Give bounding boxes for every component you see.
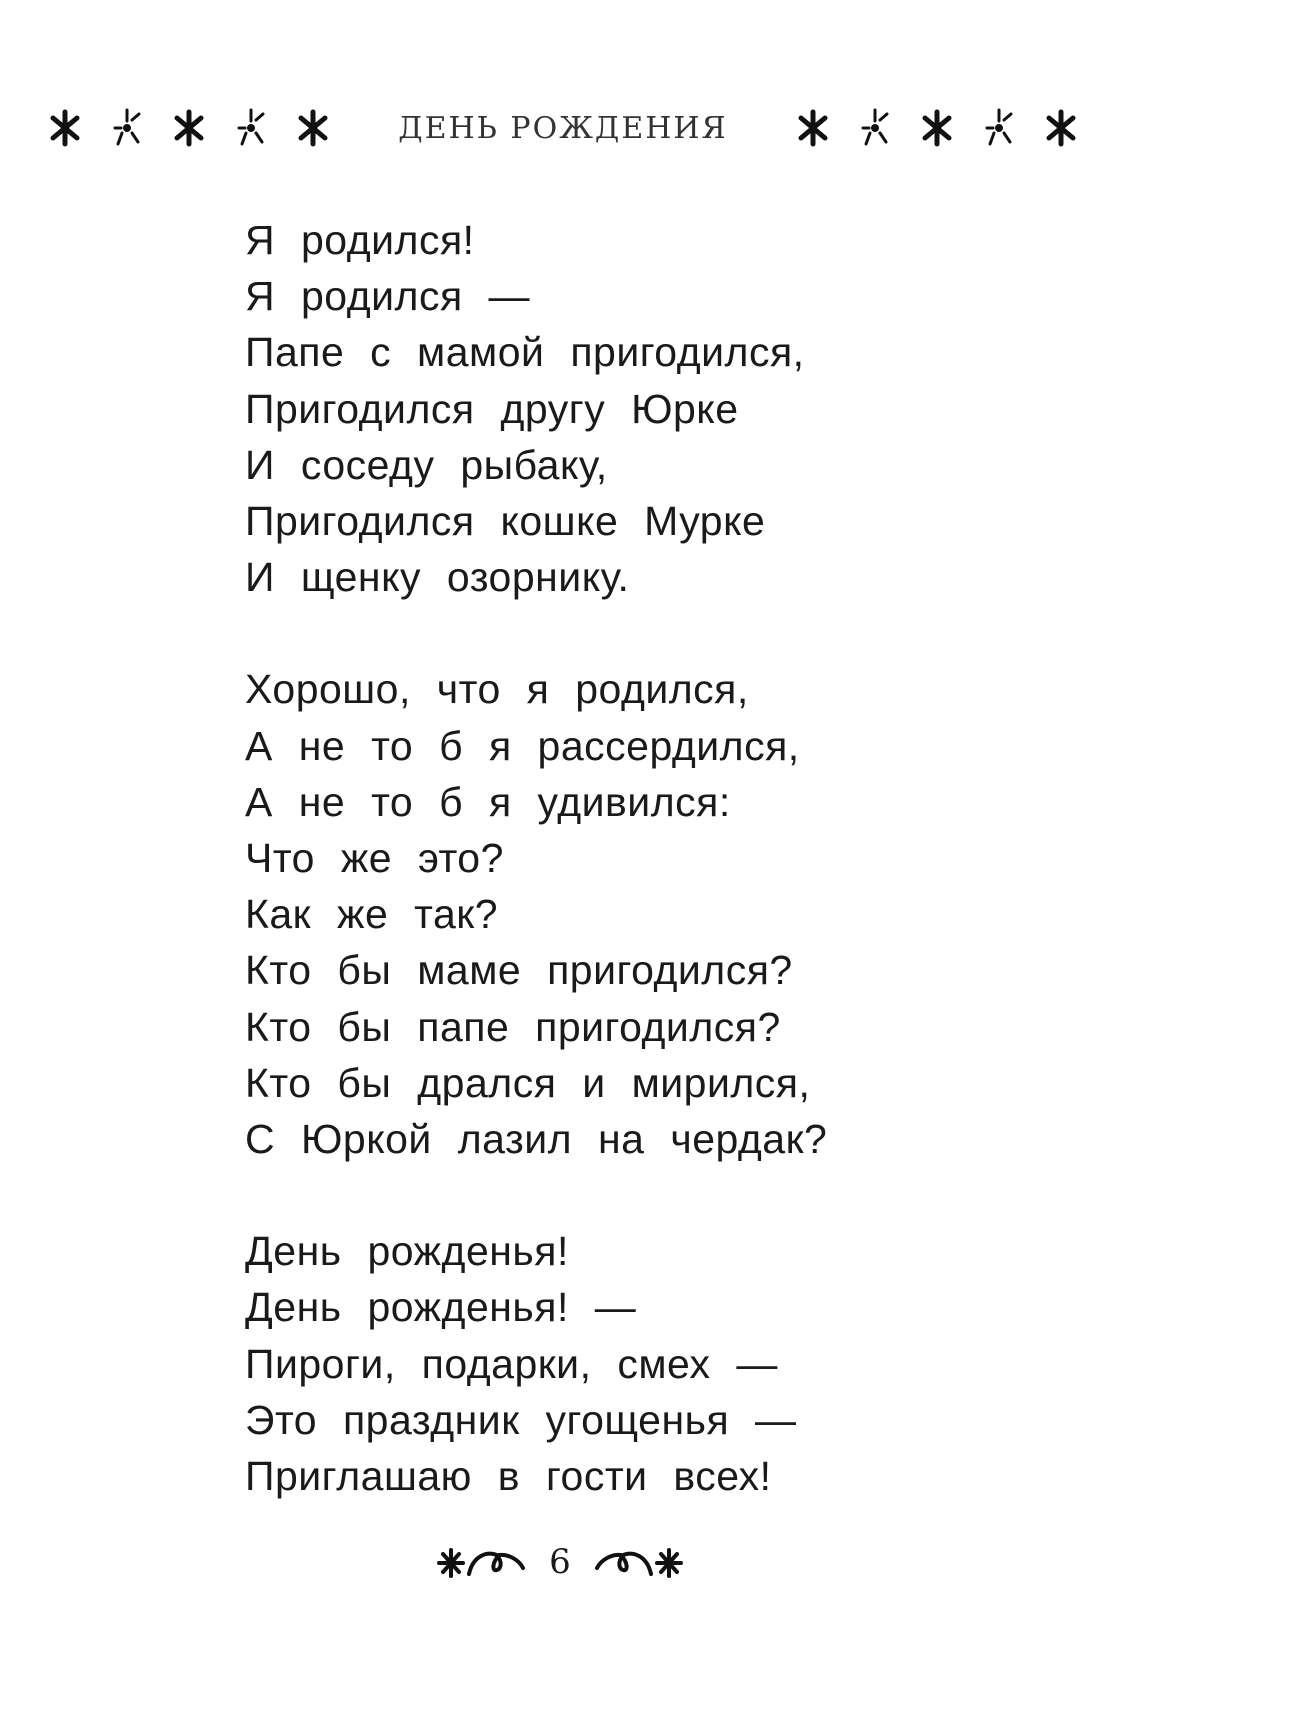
star-icon [48,108,82,148]
star-icon [920,108,954,148]
right-ornament [796,108,1078,148]
poem-line: И соседу рыбаку, [245,441,608,488]
left-ornament [48,108,330,148]
star-icon [172,108,206,148]
page-footer [0,1542,1120,1582]
running-header [48,108,1078,148]
poem-line: Пригодился другу Юрке [245,385,739,432]
poem-line: А не то б я удивился: [245,778,731,825]
poem-line: С Юркой лазил на чердак? [245,1116,828,1163]
star-icon [296,108,330,148]
left-flourish-icon [437,1542,527,1582]
poem [245,212,827,1560]
sparkle-icon [110,108,144,148]
poem-line: Это праздник угощенья — [245,1396,797,1443]
page-number: 6 [549,1542,571,1582]
star-icon [1044,108,1078,148]
right-flourish-icon [593,1542,683,1582]
page-title: ДЕНЬ РОЖДЕНИЯ [398,110,728,146]
poem-line: День рожденья! — [245,1284,637,1331]
poem-line: Я родился! [245,217,475,263]
sparkle-icon [234,108,268,148]
poem-line: Пироги, подарки, смех — [245,1340,778,1387]
poem-line: Приглашаю в гости всех! [245,1453,772,1500]
poem-line: Пригодился кошке Мурке [245,498,766,545]
poem-line: И щенку озорнику. [245,554,630,601]
poem-line: А не то б я рассердился, [245,722,800,769]
sparkle-icon [858,108,892,148]
poem-line: Как же так? [245,891,498,938]
stanza [245,661,827,1167]
sparkle-icon [982,108,1016,148]
poem-line: День рожденья! [245,1228,569,1275]
star-icon [796,108,830,148]
stanza [245,1223,827,1504]
poem-line: Хорошо, что я родился, [245,666,749,713]
stanza [245,212,827,605]
poem-line: Я родился — [245,273,531,320]
poem-line: Кто бы папе пригодился? [245,1003,781,1050]
poem-line: Кто бы дрался и мирился, [245,1059,811,1106]
poem-line: Что же это? [245,835,504,882]
poem-line: Кто бы маме пригодился? [245,947,793,994]
poem-line: Папе с мамой пригодился, [245,329,805,376]
